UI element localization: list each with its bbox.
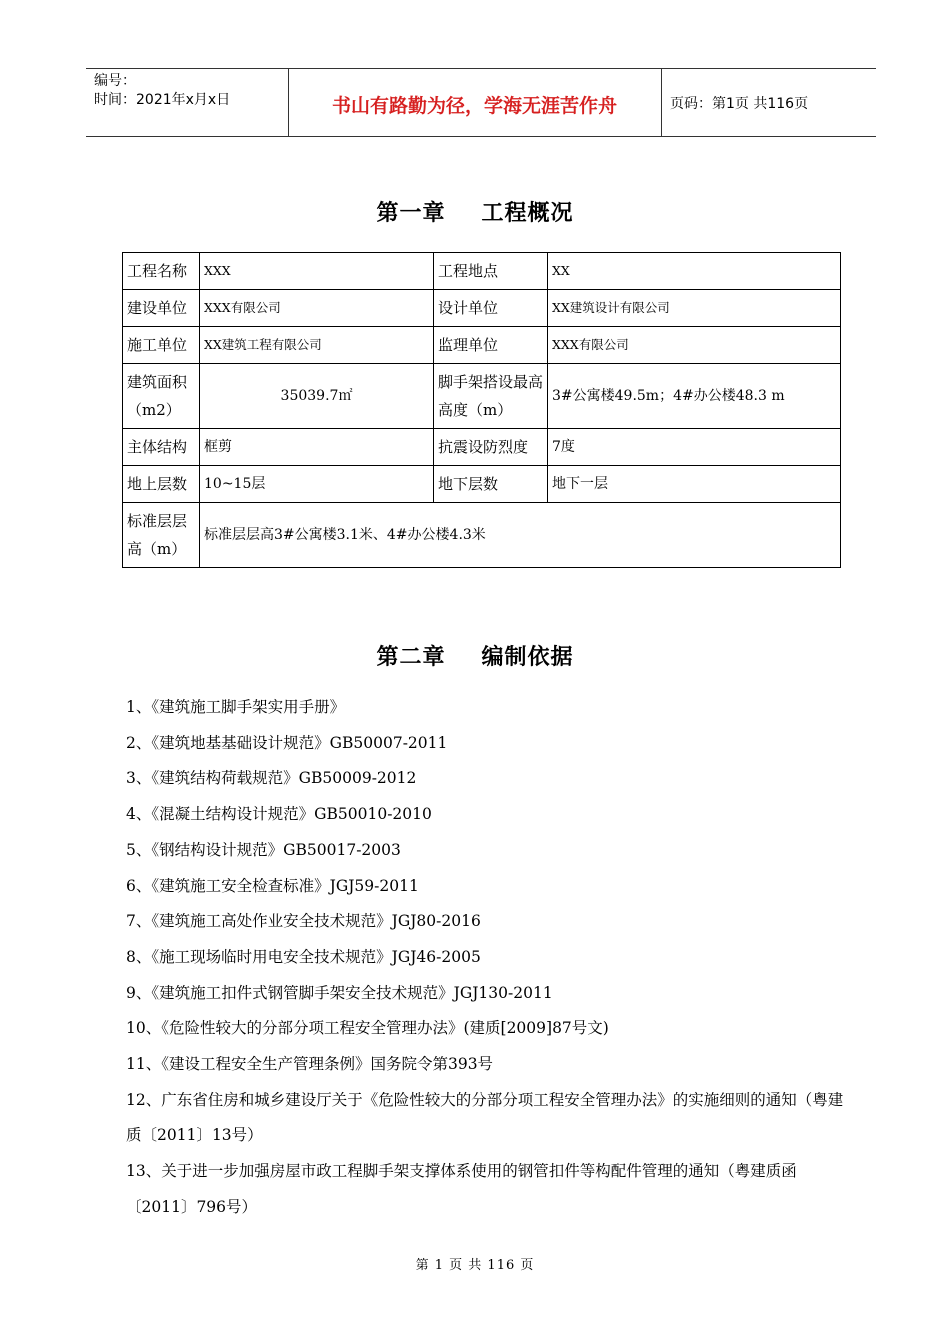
- table-value: 标准层层高3#公寓楼3.1米、4#办公楼4.3米: [200, 503, 841, 568]
- chapter-1-title: [0, 196, 950, 227]
- list-item: 12、广东省住房和城乡建设厅关于《危险性较大的分部分项工程安全管理办法》的实施细则的通知（粤建质〔2011〕13号）: [126, 1090, 844, 1145]
- list-item: 3、《建筑结构荷载规范》GB50009-2012: [126, 769, 417, 788]
- list-item: 6、《建筑施工安全检查标准》JGJ59-2011: [126, 876, 419, 895]
- table-value: 7度: [548, 429, 841, 466]
- table-row: [123, 290, 841, 327]
- table-row: [123, 253, 841, 290]
- table-value: 35039.7㎡: [200, 364, 434, 429]
- table-label: 设计单位: [434, 290, 548, 327]
- table-label: 主体结构: [123, 429, 200, 466]
- table-value: XX建筑工程有限公司: [200, 327, 434, 364]
- list-item: 4、《混凝土结构设计规范》GB50010-2010: [126, 805, 432, 824]
- table-value: 3#公寓楼49.5m；4#办公楼48.3 m: [548, 364, 841, 429]
- table-label: 工程名称: [123, 253, 200, 290]
- list-item: 11、《建设工程安全生产管理条例》国务院令第393号: [126, 1055, 494, 1074]
- list-item: 13、关于进一步加强房屋市政工程脚手架支撑体系使用的钢管扣件等构配件管理的通知（粤建质函〔2011〕796号）: [126, 1162, 797, 1216]
- table-value: XX: [548, 253, 841, 290]
- list-item: 1、《建筑施工脚手架实用手册》: [126, 698, 346, 716]
- list-item: 2、《建筑地基基础设计规范》GB50007-2011: [126, 733, 448, 752]
- table-value: XXX有限公司: [548, 327, 841, 364]
- table-label: 脚手架搭设最高高度（m）: [434, 364, 548, 429]
- header-motto: 书山有路勤为径，学海无涯苦作舟: [331, 95, 617, 117]
- list-item: 7、《建筑施工高处作业安全技术规范》JGJ80-2016: [126, 912, 481, 931]
- table-label: 抗震设防烈度: [434, 429, 548, 466]
- table-value: XXX: [200, 253, 434, 290]
- doc-number-label: 编号：: [94, 73, 136, 89]
- doc-time-label: 时间：2021年x月x日: [94, 92, 231, 108]
- table-label: 建设单位: [123, 290, 200, 327]
- project-overview-table: [122, 252, 841, 568]
- list-item: 5、《钢结构设计规范》GB50017-2003: [126, 840, 401, 859]
- chapter-2-title: [0, 640, 950, 671]
- table-label: 地下层数: [434, 466, 548, 503]
- table-label: 工程地点: [434, 253, 548, 290]
- table-label: 标准层层高（m）: [123, 503, 200, 568]
- table-label: 建筑面积（m2）: [123, 364, 200, 429]
- page-footer: 第 1 页 共 116 页: [415, 1258, 535, 1273]
- table-label: 监理单位: [434, 327, 548, 364]
- table-row: [123, 466, 841, 503]
- header-divider: [661, 69, 662, 136]
- table-value: 地下一层: [548, 466, 841, 503]
- table-label: 施工单位: [123, 327, 200, 364]
- reference-list: [126, 690, 846, 1226]
- table-row: [123, 327, 841, 364]
- list-item: 10、《危险性较大的分部分项工程安全管理办法》(建质[2009]87号文): [126, 1019, 609, 1038]
- chapter-2-number: 第二章: [376, 645, 446, 670]
- table-value: XX建筑设计有限公司: [548, 290, 841, 327]
- chapter-1-text: 工程概况: [481, 201, 574, 226]
- chapter-1-number: 第一章: [376, 201, 446, 226]
- page-header: [86, 68, 876, 137]
- list-item: 8、《施工现场临时用电安全技术规范》JGJ46-2005: [126, 947, 481, 966]
- table-row: [123, 503, 841, 568]
- chapter-2-text: 编制依据: [481, 645, 574, 670]
- list-item: 9、《建筑施工扣件式钢管脚手架安全技术规范》JGJ130-2011: [126, 983, 553, 1002]
- table-row: [123, 364, 841, 429]
- table-value: XXX有限公司: [200, 290, 434, 327]
- table-value: 10~15层: [200, 466, 434, 503]
- table-row: [123, 429, 841, 466]
- header-page-info: 页码：第1页 共116页: [670, 96, 809, 112]
- table-label: 地上层数: [123, 466, 200, 503]
- table-value: 框剪: [200, 429, 434, 466]
